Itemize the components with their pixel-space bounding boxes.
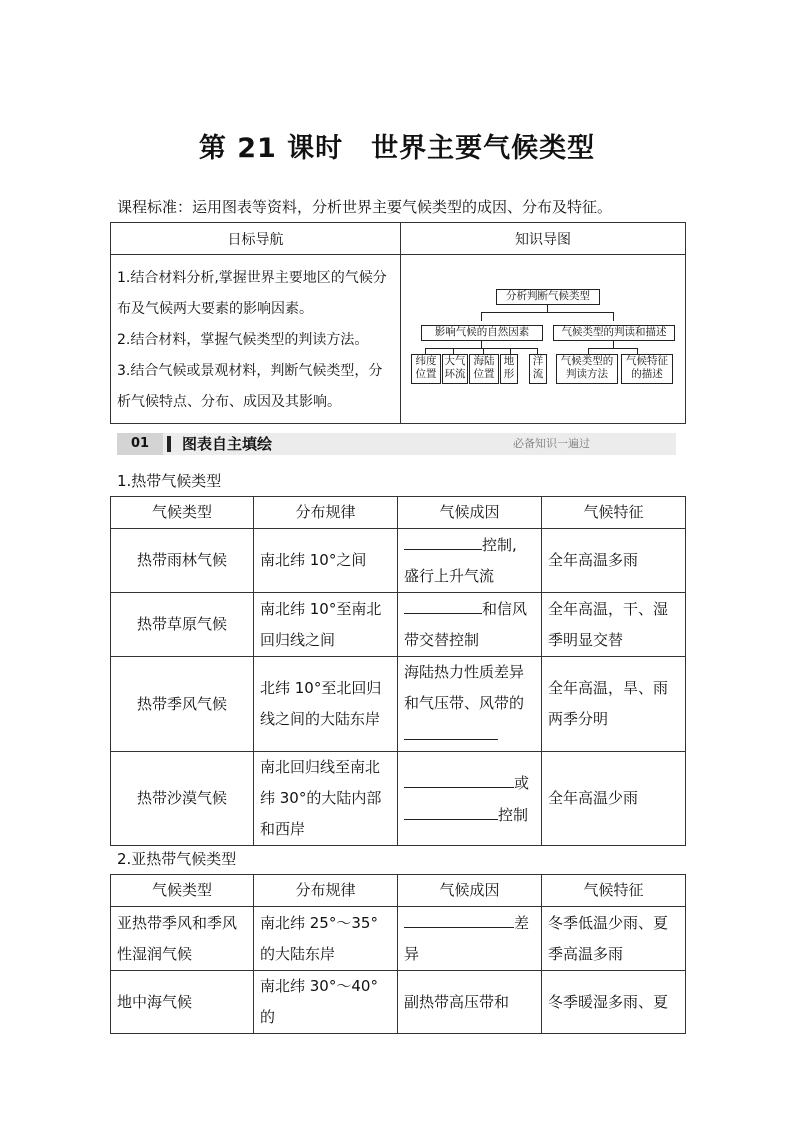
feature: 全年高温多雨 bbox=[542, 529, 686, 593]
column-header: 气候成因 bbox=[398, 497, 542, 529]
column-header: 分布规律 bbox=[254, 875, 398, 907]
tropical-climate-table bbox=[110, 496, 686, 846]
cause-text: 和信风 bbox=[482, 600, 528, 618]
column-header: 气候类型 bbox=[111, 497, 254, 529]
cause-text: 海陆热力性质差异 bbox=[404, 663, 525, 681]
map-leaf: 海陆位置 bbox=[469, 354, 499, 384]
distribution: 南北回归线至南北纬 30°的大陆内部和西岸 bbox=[254, 752, 398, 846]
table-row bbox=[111, 593, 686, 657]
cause-text: 控制, bbox=[482, 536, 517, 554]
map-right-node: 气候类型的判读和描述 bbox=[553, 325, 675, 341]
section-bar bbox=[167, 436, 171, 452]
goals-header: 日标导航 bbox=[111, 223, 401, 255]
climate-type: 地中海气候 bbox=[111, 971, 254, 1034]
fill-blank[interactable] bbox=[404, 593, 482, 614]
distribution: 南北纬 10°之间 bbox=[254, 529, 398, 593]
distribution: 南北纬 10°至南北回归线之间 bbox=[254, 593, 398, 657]
cause: 副热带高压带和 bbox=[398, 971, 542, 1034]
table-row bbox=[111, 752, 686, 846]
map-leaf: 洋流 bbox=[529, 354, 547, 384]
column-header: 气候类型 bbox=[111, 875, 254, 907]
table-row bbox=[111, 657, 686, 752]
goals-table bbox=[110, 222, 686, 424]
fill-blank[interactable] bbox=[404, 799, 498, 820]
feature: 全年高温，干、湿季明显交替 bbox=[542, 593, 686, 657]
cause-text: 和气压带、风带的 bbox=[404, 694, 525, 712]
section1-heading: 1.热带气候类型 bbox=[117, 472, 222, 490]
goal-item: 1.结合材料分析,掌握世界主要地区的气候分布及气候两大要素的影响因素。 bbox=[117, 270, 387, 317]
feature: 冬季暖湿多雨、夏 bbox=[542, 971, 686, 1034]
table-row bbox=[111, 907, 686, 971]
climate-type: 热带草原气候 bbox=[111, 593, 254, 657]
map-root: 分析判断气候类型 bbox=[496, 289, 600, 305]
page-title: 第 21 课时 世界主要气候类型 bbox=[198, 133, 596, 164]
climate-type: 热带雨林气候 bbox=[111, 529, 254, 593]
cause bbox=[398, 529, 542, 593]
column-header: 气候成因 bbox=[398, 875, 542, 907]
cause bbox=[398, 657, 542, 752]
table-row bbox=[111, 971, 686, 1034]
map-leaf: 气候类型的判读方法 bbox=[556, 354, 618, 384]
column-header: 分布规律 bbox=[254, 497, 398, 529]
map-leaf: 大气环流 bbox=[442, 354, 468, 384]
map-left-node: 影响气候的自然因素 bbox=[421, 325, 543, 341]
section-title: 图表自主填绘 bbox=[182, 435, 273, 453]
feature: 全年高温少雨 bbox=[542, 752, 686, 846]
fill-blank[interactable] bbox=[404, 767, 514, 788]
cause bbox=[398, 593, 542, 657]
column-header: 气候特征 bbox=[542, 497, 686, 529]
subtropical-climate-table bbox=[110, 874, 686, 1034]
section-subtitle: 必备知识一遍过 bbox=[513, 437, 590, 450]
cause-text: 带交替控制 bbox=[404, 631, 480, 649]
distribution: 南北纬 25°～35°的大陆东岸 bbox=[254, 907, 398, 971]
map-leaf: 纬度位置 bbox=[411, 354, 441, 384]
fill-blank[interactable] bbox=[404, 719, 498, 740]
cause-text: 盛行上升气流 bbox=[404, 567, 495, 585]
goal-item: 2.结合材料，掌握气候类型的判读方法。 bbox=[117, 332, 369, 348]
map-leaf: 地形 bbox=[500, 354, 518, 384]
knowledge-map bbox=[401, 255, 686, 424]
goal-item: 3.结合气候或景观材料，判断气候类型，分析气候特点、分布、成因及其影响。 bbox=[117, 363, 383, 410]
fill-blank[interactable] bbox=[404, 907, 514, 928]
section-number: 01 bbox=[117, 433, 163, 455]
goals-list bbox=[111, 255, 401, 424]
map-header: 知识导图 bbox=[401, 223, 686, 255]
section2-heading: 2.亚热带气候类型 bbox=[117, 850, 237, 868]
curriculum-standard: 课程标准：运用图表等资料，分析世界主要气候类型的成因、分布及特征。 bbox=[117, 198, 613, 216]
distribution: 北纬 10°至北回归线之间的大陆东岸 bbox=[254, 657, 398, 752]
distribution: 南北纬 30°～40°的 bbox=[254, 971, 398, 1034]
table-row bbox=[111, 529, 686, 593]
climate-type: 亚热带季风和季风性湿润气候 bbox=[111, 907, 254, 971]
section-banner bbox=[117, 433, 676, 455]
map-leaf: 气候特征的描述 bbox=[621, 354, 673, 384]
cause bbox=[398, 752, 542, 846]
feature: 冬季低温少雨、夏季高温多雨 bbox=[542, 907, 686, 971]
climate-type: 热带季风气候 bbox=[111, 657, 254, 752]
cause-text: 控制 bbox=[498, 805, 529, 824]
feature: 全年高温，旱、雨两季分明 bbox=[542, 657, 686, 752]
fill-blank[interactable] bbox=[404, 529, 482, 550]
cause-text: 异 bbox=[404, 945, 420, 963]
cause bbox=[398, 907, 542, 971]
cause-text: 或 bbox=[514, 773, 530, 792]
cause-text: 差 bbox=[514, 914, 530, 932]
column-header: 气候特征 bbox=[542, 875, 686, 907]
climate-type: 热带沙漠气候 bbox=[111, 752, 254, 846]
